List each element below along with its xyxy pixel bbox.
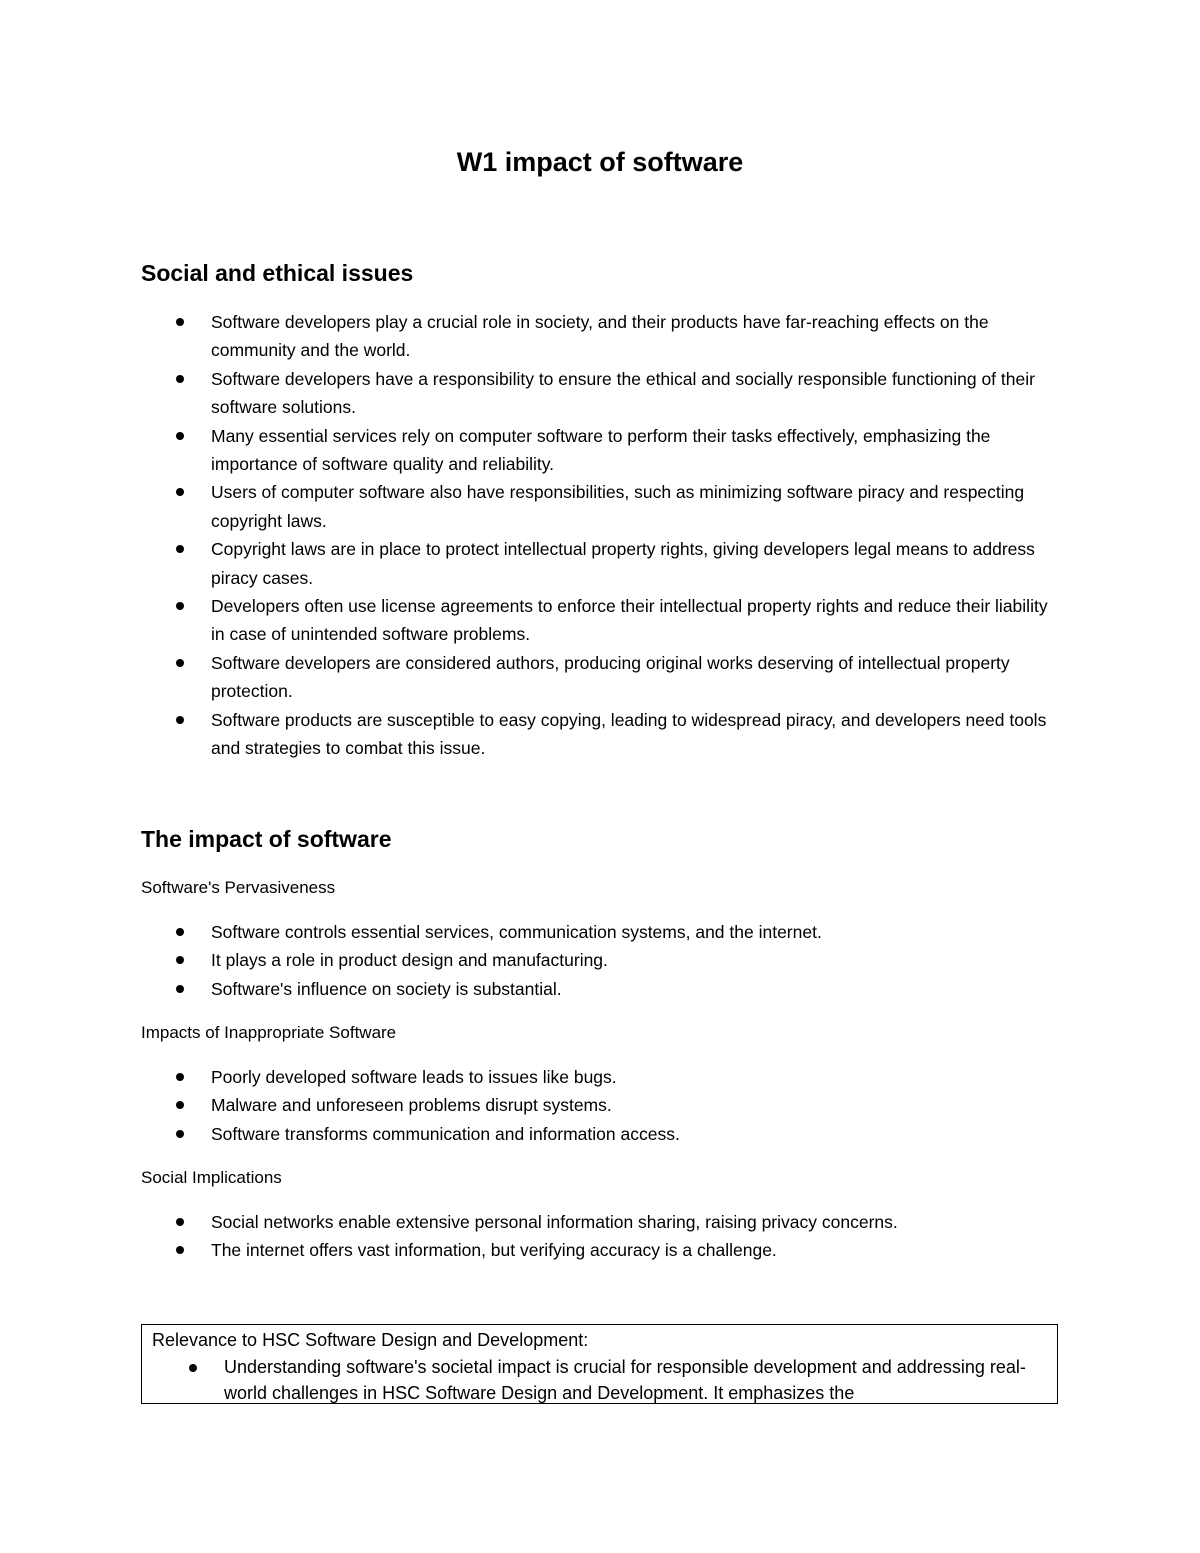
list-item: Software transforms communication and information access. [141,1120,1066,1148]
list-item: Software products are susceptible to easy copying, leading to widespread piracy, and developers need tools and strategies to combat this issue. [141,706,1066,763]
list-item: Many essential services rely on computer software to perform their tasks effectively, emphasizing the importance of software quality and reliability. [141,422,1066,479]
list-item: Users of computer software also have responsibilities, such as minimizing software piracy and respecting copyright laws. [141,478,1066,535]
list-item: Social networks enable extensive personal information sharing, raising privacy concerns. [141,1208,1066,1236]
list-item: It plays a role in product design and manufacturing. [141,946,1066,974]
social-ethical-list [141,308,1066,763]
list-item: Understanding software's societal impact is crucial for responsible development and addressing real-world challenges in HSC Software Design and Development. It emphasizes the [154,1354,1049,1404]
list-item: Software controls essential services, communication systems, and the internet. [141,918,1066,946]
list-item: Software developers have a responsibility to ensure the ethical and socially responsible functioning of their software solutions. [141,365,1066,422]
section-heading-social-ethical: Social and ethical issues [141,260,414,286]
list-item: Poorly developed software leads to issues like bugs. [141,1063,1066,1091]
section-heading-impact: The impact of software [141,826,392,852]
social-implications-list [141,1208,1066,1265]
subheading-social-implications: Social Implications [141,1168,282,1187]
list-item: Malware and unforeseen problems disrupt systems. [141,1091,1066,1119]
relevance-list [154,1354,1049,1404]
list-item: The internet offers vast information, but verifying accuracy is a challenge. [141,1236,1066,1264]
relevance-box-title: Relevance to HSC Software Design and Development: [152,1330,589,1350]
list-item: Software developers are considered authors, producing original works deserving of intellectual property protection. [141,649,1066,706]
list-item: Developers often use license agreements to enforce their intellectual property rights and reduce their liability in case of unintended software problems. [141,592,1066,649]
relevance-box [141,1324,1058,1404]
list-item: Software developers play a crucial role in society, and their products have far-reaching effects on the community and the world. [141,308,1066,365]
document-title: W1 impact of software [456,147,744,177]
list-item: Copyright laws are in place to protect intellectual property rights, giving developers legal means to address piracy cases. [141,535,1066,592]
subheading-pervasiveness: Software's Pervasiveness [141,878,336,897]
inappropriate-software-list [141,1063,1066,1148]
list-item: Software's influence on society is substantial. [141,975,1066,1003]
pervasiveness-list [141,918,1066,1003]
subheading-inappropriate-software: Impacts of Inappropriate Software [141,1023,397,1042]
